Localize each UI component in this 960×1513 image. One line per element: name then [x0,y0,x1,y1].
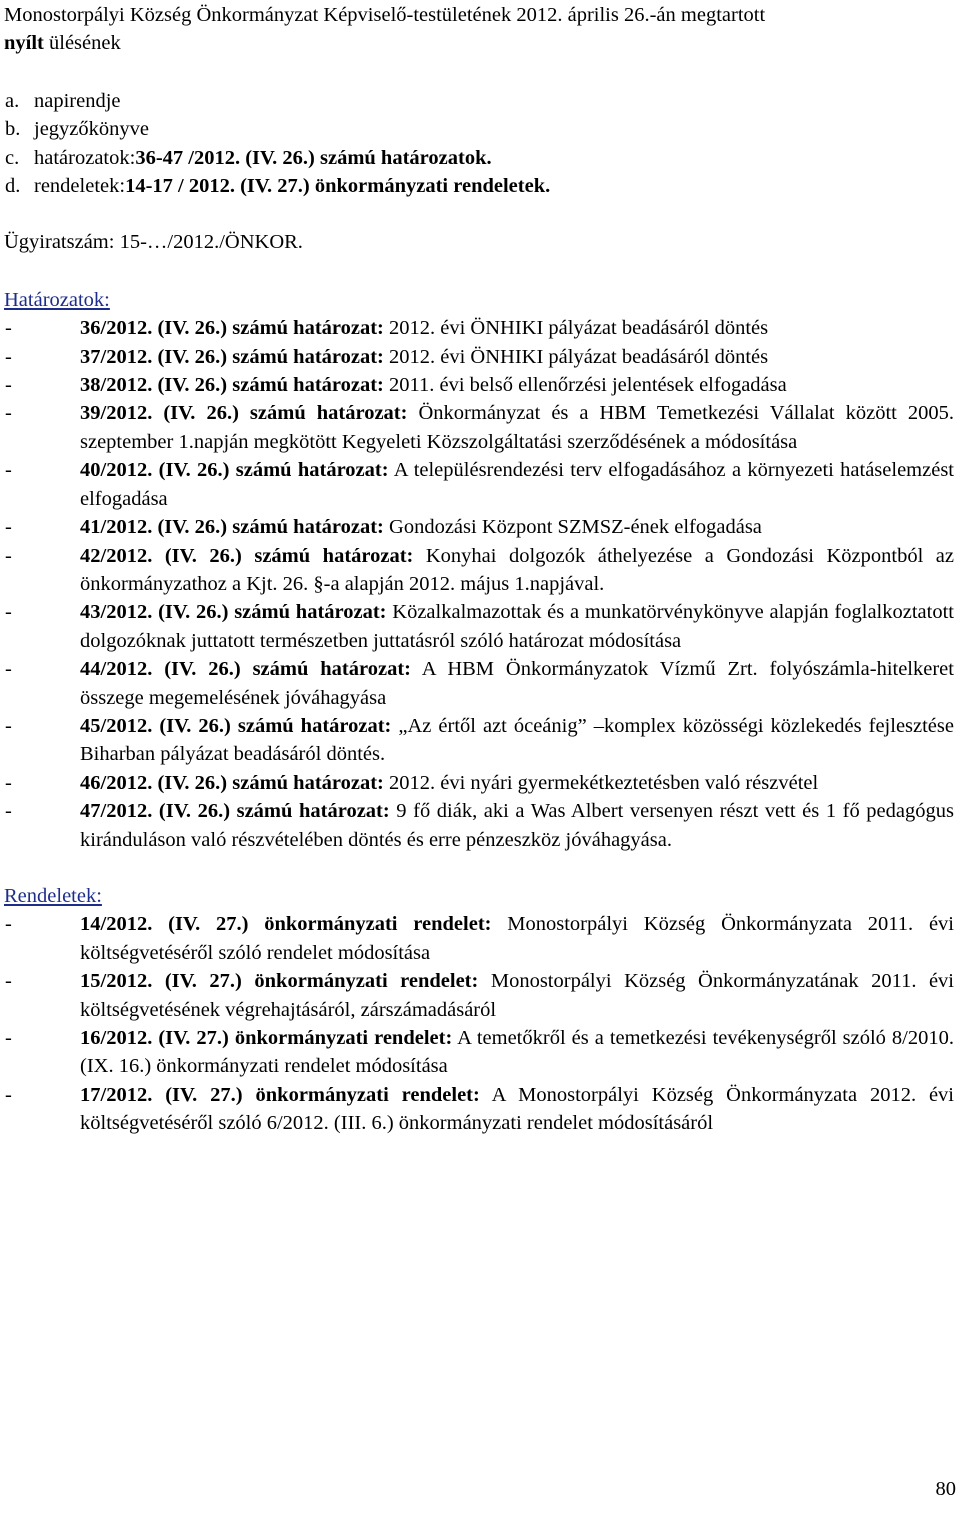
resolution-number: 42/2012. (IV. 26.) számú határozat: [80,544,414,567]
resolution-item [4,343,956,371]
resolution-item [4,314,956,342]
resolution-item [4,598,956,655]
resolution-subject: 2012. évi ÖNHIKI pályázat beadásáról döntés [383,317,769,340]
decrees-list [4,910,956,1137]
resolution-text [80,513,956,541]
resolution-item [4,655,956,712]
decree-number: 16/2012. (IV. 27.) önkormányzati rendelet: [80,1027,453,1049]
resolution-subject: Gondozási Központ SZMSZ-ének elfogadása [383,516,762,539]
list-dash: - [5,771,12,794]
resolution-number: 47/2012. (IV. 26.) számú határozat: [80,800,390,823]
resolution-item [4,513,956,541]
decree-item [4,967,956,1024]
resolution-number: 46/2012. (IV. 26.) számú határozat: [80,771,384,794]
contents-letter: a. [5,89,20,112]
list-dash: - [5,516,12,539]
resolution-item [4,797,956,854]
contents-letter: b. [5,118,21,141]
resolution-number: 36/2012. (IV. 26.) számú határozat: [80,317,384,340]
contents-letter: d. [5,175,21,198]
resolution-item [4,712,956,769]
contents-list [4,87,956,201]
list-dash: - [5,374,12,397]
resolution-subject: A településrendezési terv elfogadásához a környezeti hatáselemzést elfogadása [80,459,954,510]
decree-text [80,1024,956,1081]
contents-bold: 14-17 / 2012. (IV. 27.) önkormányzati rendeletek. [125,175,551,198]
contents-letter: c. [5,146,20,169]
list-dash: - [5,317,12,340]
resolution-subject: Közalkalmazottak és a munkatörvénykönyve alapján foglalkoztatott dolgozóknak juttatott természetben juttatásról szóló határozat módosítása [80,601,954,652]
resolution-number: 40/2012. (IV. 26.) számú határozat: [80,459,389,482]
resolution-subject: Önkormányzat és a HBM Temetkezési Vállalat között 2005. szeptember 1.napján megkötött Kegyeleti Közszolgáltatási szerződésének a módosítása [80,402,954,453]
decrees-heading: Rendeletek: [4,884,102,907]
list-dash: - [5,658,12,681]
document-title-cont [4,29,956,57]
resolution-subject: 9 fő diák, aki a Was Albert versenyen részt vett és 1 fő pedagógus kiránduláson való részvételében döntés és erre pénzeszköz jóváhagyása. [80,800,954,851]
list-dash: - [5,1027,12,1049]
list-dash: - [5,714,12,737]
resolution-number: 37/2012. (IV. 26.) számú határozat: [80,345,384,368]
decree-subject: Monostorpályi Község Önkormányzata 2011. évi költségvetéséről szóló rendelet módosítása [80,913,954,964]
contents-item [4,172,956,200]
resolution-text [80,456,956,513]
resolution-number: 45/2012. (IV. 26.) számú határozat: [80,714,392,737]
resolution-text [80,655,956,712]
contents-text: rendeletek: [34,175,126,198]
decree-item [4,910,956,967]
decree-number: 15/2012. (IV. 27.) önkormányzati rendelet: [80,970,479,993]
list-dash: - [5,544,12,567]
resolution-text [80,769,956,797]
resolution-text [80,712,956,769]
list-dash: - [5,345,12,368]
resolution-text [80,797,956,854]
resolution-text [80,542,956,599]
list-dash: - [5,459,12,482]
list-dash: - [5,1083,12,1106]
contents-item [4,115,956,143]
decree-item [4,1081,956,1138]
resolution-number: 39/2012. (IV. 26.) számú határozat: [80,402,408,425]
contents-text: napirendje [34,89,121,112]
resolution-subject: A HBM Önkormányzatok Vízmű Zrt. folyószámla-hitelkeret összege megemelésének jóváhagyása [80,658,954,709]
resolution-number: 44/2012. (IV. 26.) számú határozat: [80,658,411,681]
case-number: Ügyiratszám: 15-…/2012./ÖNKOR. [4,231,303,254]
decree-item [4,1024,956,1081]
resolutions-heading: Határozatok: [4,288,110,311]
resolutions-list [4,314,956,854]
decree-number: 17/2012. (IV. 27.) önkormányzati rendelet: [80,1083,480,1106]
resolution-subject: „Az értől azt óceánig” –komplex közösségi közlekedés fejlesztése Biharban pályázat beadásáról döntés. [80,714,954,766]
resolution-item [4,399,956,456]
resolution-text [80,399,956,456]
contents-bold: 36-47 /2012. (IV. 26.) számú határozatok. [135,146,492,169]
resolution-text [80,598,956,655]
resolution-item [4,371,956,399]
decree-text [80,910,956,967]
list-dash: - [5,402,12,425]
resolution-subject: 2012. évi nyári gyermekétkeztetésben való részvétel [383,771,819,794]
list-dash: - [5,800,12,823]
contents-text: határozatok: [34,146,136,169]
decree-number: 14/2012. (IV. 27.) önkormányzati rendelet: [80,913,492,936]
decree-subject: Monostorpályi Község Önkormányzatának 2011. évi költségvetésének végrehajtásáról, zárszámadásáról [80,970,954,1021]
list-dash: - [5,913,12,936]
title-rest: ülésének [43,32,121,55]
title-bold-word: nyílt [4,32,44,55]
decree-subject: A Monostorpályi Község Önkormányzata 2012. évi költségvetéséről szóló 6/2012. (III. 6.) önkormányzati rendelet módosításáról [80,1083,954,1135]
decree-subject: A temetőkről és a temetkezési tevékenységről szóló 8/2010. (IX. 16.) önkormányzati rendelet módosítása [80,1027,954,1078]
contents-item [4,87,956,115]
page-number: 80 [935,1478,956,1500]
resolution-item [4,769,956,797]
document-page [4,1,956,1138]
document-title: Monostorpályi Község Önkormányzat Képviselő-testületének 2012. április 26.-án megtartott [4,4,766,26]
list-dash: - [5,601,12,624]
list-dash: - [5,970,12,993]
resolution-number: 38/2012. (IV. 26.) számú határozat: [80,374,384,397]
resolution-subject: Konyhai dolgozók áthelyezése a Gondozási Központból az önkormányzathoz a Kjt. 26. §-a alapján 2012. május 1.napjával. [80,544,954,595]
resolution-number: 43/2012. (IV. 26.) számú határozat: [80,601,387,624]
decree-text [80,1081,956,1138]
contents-text: jegyzőkönyve [34,118,149,141]
resolution-subject: 2012. évi ÖNHIKI pályázat beadásáról döntés [383,345,769,368]
resolution-item [4,456,956,513]
decree-text [80,967,956,1024]
resolution-subject: 2011. évi belső ellenőrzési jelentések elfogadása [383,374,787,397]
resolution-item [4,542,956,599]
resolution-text [80,343,956,371]
contents-item [4,144,956,172]
resolution-number: 41/2012. (IV. 26.) számú határozat: [80,516,384,539]
resolution-text [80,314,956,342]
resolution-text [80,371,956,399]
